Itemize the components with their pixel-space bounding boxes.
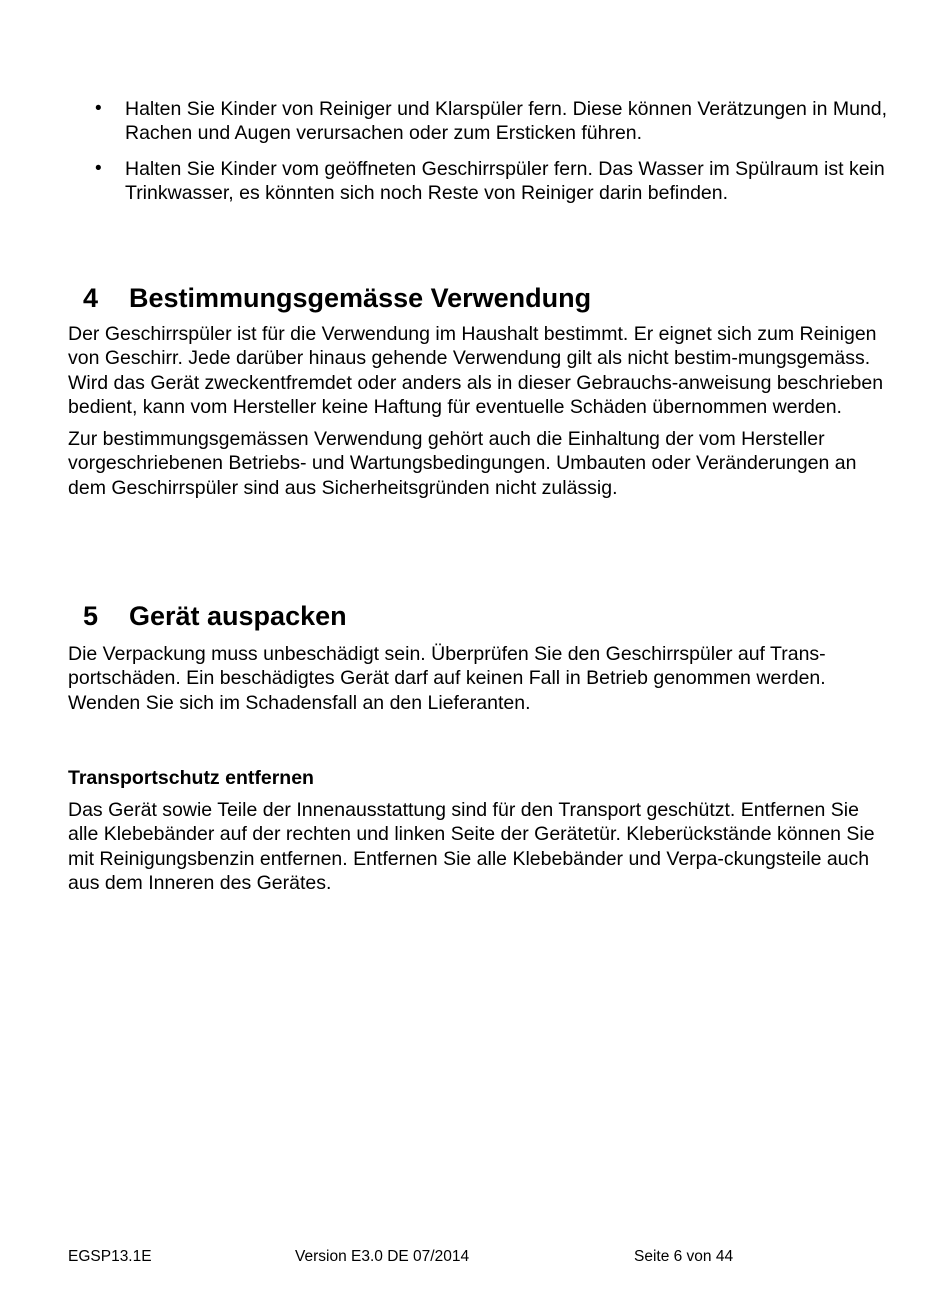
subsection-title: Transportschutz entfernen: [68, 767, 314, 789]
section-heading: [68, 600, 888, 632]
paragraph: Das Gerät sowie Teile der Innenausstattung sind für den Transport geschützt. Entfernen Sie alle Klebebänder auf der rechten und linken Seite der Gerätetür. Kleberückstände können Sie mit Reinigungsbenzin entfernen. Entfernen Sie alle Klebebänder und Verpa-ckungsteile auch aus dem Inneren des Gerätes.: [68, 799, 875, 894]
section-unpacking: [68, 600, 888, 723]
paragraph: Zur bestimmungsgemässen Verwendung gehört auch die Einhaltung der vom Hersteller vorgeschriebenen Betriebs- und Wartungsbedingungen. Umbauten oder Veränderungen an dem Geschirrspüler sind aus Sicherheitsgründen nicht zulässig.: [68, 428, 857, 499]
bullet-item: [93, 97, 893, 145]
bullet-text: Halten Sie Kinder von Reiniger und Klarspüler fern. Diese können Verätzungen in Mund, Rachen und Augen verursachen oder zum Ersticken führen.: [125, 98, 888, 144]
section-title: Gerät auspacken: [129, 601, 347, 631]
section-heading: [68, 282, 888, 314]
footer-version: Version E3.0 DE 07/2014: [295, 1248, 470, 1265]
subsection-transport-protection: [68, 766, 888, 903]
bullet-item: [93, 157, 893, 205]
paragraph: Der Geschirrspüler ist für die Verwendung im Haushalt bestimmt. Er eignet sich zum Reinigen von Geschirr. Jede darüber hinaus gehende Verwendung gilt als nicht bestim-mungsgemäss. Wird das Gerät zweckentfremdet oder anders als in dieser Gebrauchs-anweisung beschrieben bedient, kann vom Hersteller keine Haftung für eventuelle Schäden übernommen werden.: [68, 323, 884, 418]
section-intended-use: [68, 282, 888, 508]
section-number: 4: [83, 283, 99, 313]
safety-bullet-list: [93, 97, 893, 217]
bullet-dot-icon: •: [95, 98, 102, 119]
section-title: Bestimmungsgemässe Verwendung: [129, 283, 592, 313]
bullet-text: Halten Sie Kinder vom geöffneten Geschirrspüler fern. Das Wasser im Spülraum ist kein Trinkwasser, es könnten sich noch Reste von Reiniger darin befinden.: [125, 158, 885, 204]
bullet-dot-icon: •: [95, 158, 102, 179]
footer-model: EGSP13.1E: [68, 1248, 152, 1265]
section-number: 5: [83, 601, 99, 631]
footer-page-number: Seite 6 von 44: [634, 1248, 734, 1265]
paragraph: Die Verpackung muss unbeschädigt sein. Überprüfen Sie den Geschirrspüler auf Trans-portschäden. Ein beschädigtes Gerät darf auf keinen Fall in Betrieb genommen werden. Wenden Sie sich im Schadensfall an den Lieferanten.: [68, 643, 826, 714]
